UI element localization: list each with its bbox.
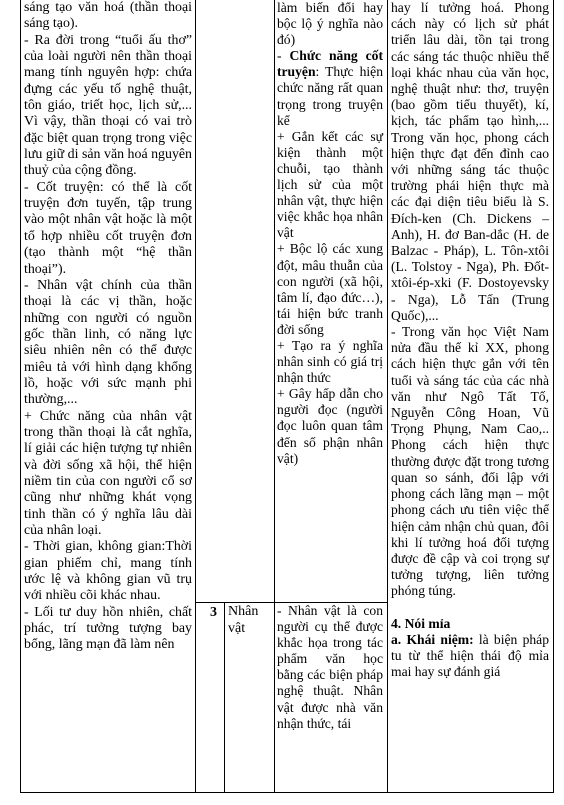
col1-paragraph: - Thời gian, không gian:Thời gian phiếm chỉ, mang tính ước lệ và không gian vũ trụ với nhiều cõi khác nhau. <box>24 539 192 604</box>
section-title-text: 4. Nói mỉa <box>391 615 451 631</box>
col4-paragraph: - Trong văn học Việt Nam nửa đầu thế kỉ XX, phong cách hiện thực gắn với tên tuổi và sáng tác của các nhà văn như Ngô Tất Tố, Nguyễn Công Hoan, Vũ Trọng Phụng, Nam Cao,.. Phong cách hiện thực thường được đặt trong tương quan so sánh, đối lập với phong cách lãng mạn – một phong cách ưu tiên việc thể hiện cảm nhận chủ quan, đôi khi lí tưởng hoá đối tượng được đề cập và coi trọng sự tưởng tượng, liên tưởng phóng túng. <box>391 324 549 599</box>
definition-label: a. Khái niệm: <box>391 631 474 647</box>
col3-heading-paragraph <box>277 48 383 128</box>
col3-heading: Chức năng cốt truyện <box>277 48 383 80</box>
row3-paragraph: - Nhân vật là con người cụ thể được khắc họa trong tác phẩm văn học bằng các biện pháp nghệ thuật. Nhân vật được nhà văn nhận thức, tái <box>277 603 383 731</box>
row-term: Nhân vật <box>228 604 259 636</box>
col3-item: + Gây hấp dẫn cho người đọc (người đọc luôn quan tâm đến số phận nhân vật) <box>277 386 383 466</box>
col4-spacer <box>391 600 549 616</box>
definition-text: là biện pháp tu từ thể hiện thái độ mỉa mai hay sự đánh giá <box>391 631 549 680</box>
col3-heading-rest: : Thực hiện chức năng rất quan trọng trong truyện kể <box>277 64 383 128</box>
col3-intro: làm biến đổi hay bộc lộ ý nghĩa nào đó) <box>277 0 383 48</box>
column-4-content <box>388 0 551 792</box>
col3-item: + Gắn kết các sự kiện thành một chuỗi, tạo thành lịch sử của một nhân vật, thực hiện việc khắc họa nhân vật <box>277 128 383 241</box>
section-title <box>391 616 549 632</box>
table-border-bottom <box>20 792 554 793</box>
row-number: 3 <box>210 605 217 620</box>
row3-content <box>275 603 385 792</box>
table-border-col2 <box>195 0 196 793</box>
col3-item: + Tạo ra ý nghĩa nhân sinh có giá trị nhận thức <box>277 337 383 386</box>
col1-paragraph: - Cốt truyện: có thể là cốt truyện đơn tuyến, tập trung vào một nhân vật hoặc là một tổ hợp nhiều cốt truyện đơn (tạo thành một “hệ thần thoại”). <box>24 179 192 277</box>
col1-paragraph: - Ra đời trong “tuổi ấu thơ” của loài người nên thần thoại mang tính nguyên hợp: chứa đựng các yếu tố nghệ thuật, tôn giáo, triết học, lịch sử,... Vì vậy, thần thoại có vai trò đặc biệt quan trọng trong việc lưu giữ di sản văn hoá nguyên thuỷ của cộng đồng. <box>24 32 192 179</box>
table-border-col3a <box>224 602 225 793</box>
column-3-content <box>275 0 385 602</box>
col1-paragraph: + Chức năng của nhân vật trong thần thoại là cắt nghĩa, lí giải các hiện tượng tự nhiên và đời sống xã hội, thể hiện niềm tin của con người cổ sơ cũng như những khát vọng tinh thần có ý nghĩa lâu dài của nhân loại. <box>24 408 192 538</box>
col1-paragraph: - Lối tư duy hồn nhiên, chất phác, trí tưởng tượng bay bổng, lãng mạn đã làm nên <box>24 604 192 653</box>
table-border-right <box>553 0 554 793</box>
col3-heading-prefix: - <box>277 48 290 64</box>
col1-paragraph: - Nhân vật chính của thần thoại là các vị thần, hoặc những con người có nguồn gốc thần linh, có năng lực siêu nhiên nên có thể được miêu tả với hình dạng khổng lồ, hoặc với sức mạnh phi thường,... <box>24 277 192 408</box>
col1-paragraph: sáng tạo văn hoá (thần thoại sáng tạo). <box>24 0 192 32</box>
col4-paragraph: hay lí tưởng hoá. Phong cách này có lịch sử phát triển lâu dài, tồn tại trong các sáng tác thuộc nhiều thể loại khác nhau của văn học, nghệ thuật như: thơ, truyện (bao gồm tiểu thuyết), kí, kịch, tác phẩm tạo hình,... Trong văn học, phong cách hiện thực đạt đến đỉnh cao với những sáng tác thuộc trường phái hiện thực mà các đại diện tiêu biểu là S. Đích-ken (Ch. Dickens – Anh), H. đơ Ban-dắc (H. de Balzac - Pháp), L. Tôn-xtôi (L. Tolstoy - Nga), Ph. Đốt-xtôi-ép-xki (F. Dostoyevsky - Nga), Lỗ Tấn (Trung Quốc),... <box>391 0 549 323</box>
definition-paragraph <box>391 632 549 681</box>
column-1-content <box>21 0 193 654</box>
col3-item: + Bộc lộ các xung đột, mâu thuẫn của con người (xã hội, tâm lí, đạo đức…), tái hiện bức tranh đời sống <box>277 241 383 337</box>
